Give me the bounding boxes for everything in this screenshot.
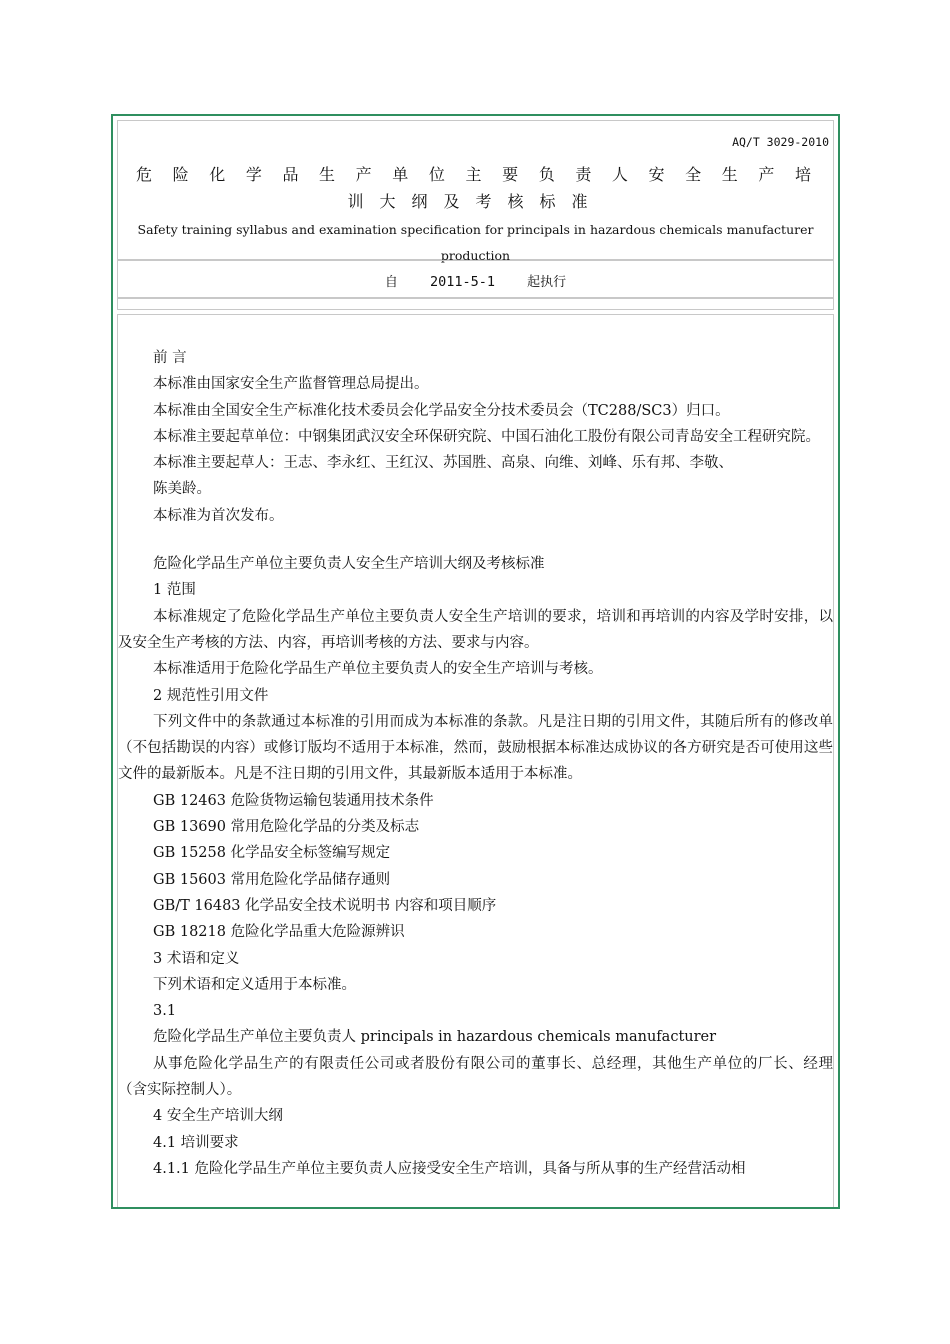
section-paragraph: 本标准适用于危险化学品生产单位主要负责人的安全生产培训与考核。 xyxy=(153,661,603,678)
exec-suffix: 起执行 xyxy=(527,275,567,290)
standard-number: AQ/T 3029-2010 xyxy=(732,135,829,149)
exec-date: 2011-5-1 xyxy=(429,274,496,290)
document-body xyxy=(118,345,833,1182)
section-heading: 1 范围 xyxy=(153,582,196,599)
foreword-paragraph: 本标准为首次发布。 xyxy=(153,507,284,524)
subsection-heading: 4.1 培训要求 xyxy=(153,1134,239,1151)
section-heading: 2 规范性引用文件 xyxy=(153,687,269,704)
section-heading: 3 术语和定义 xyxy=(153,950,240,967)
term-entry: 危险化学品生产单位主要负责人 principals in hazardous chemicals manufacturer xyxy=(153,1029,717,1046)
foreword-paragraph: 本标准由国家安全生产监督管理总局提出。 xyxy=(153,376,429,393)
term-definition: 从事危险化学品生产的有限责任公司或者股份有限公司的董事长、总经理，其他生产单位的厂长、经理（含实际控制人）。 xyxy=(118,1055,833,1099)
foreword-paragraph: 本标准由全国安全生产标准化技术委员会化学品安全分技术委员会（TC288/SC3）归口。 xyxy=(153,402,730,419)
foreword-paragraph: 本标准主要起草单位：中钢集团武汉安全环保研究院、中国石油化工股份有限公司青岛安全工程研究院。 xyxy=(153,428,820,445)
document-frame xyxy=(111,114,840,1209)
clause-paragraph: 4.1.1 危险化学品生产单位主要负责人应接受安全生产培训，具备与所从事的生产经营活动相 xyxy=(153,1160,746,1177)
title-chinese xyxy=(118,161,833,215)
document-title: 危险化学品生产单位主要负责人安全生产培训大纲及考核标准 xyxy=(153,556,545,573)
section-paragraph: 下列文件中的条款通过本标准的引用而成为本标准的条款。凡是注日期的引用文件，其随后所有的修改单（不包括勘误的内容）或修订版均不适用于本标准，然而，鼓励根据本标准达成协议的各方研究是否可使用这些文件的最新版本。凡是不注日期的引用文件，其最新版本适用于本标准。 xyxy=(118,713,833,783)
title-english: Safety training syllabus and examination specification for principals in hazardous chemicals manufacturer production xyxy=(137,222,814,263)
title-chinese-line1: 危险化学品生产单位主要负责人安全生产培 xyxy=(136,165,811,184)
execution-date xyxy=(118,271,833,290)
reference-item: GB 15603 常用危险化学品储存通则 xyxy=(153,871,391,888)
spacer xyxy=(118,529,833,551)
section-paragraph: 下列术语和定义适用于本标准。 xyxy=(153,976,356,993)
foreword-paragraph: 本标准主要起草人：王志、李永红、王红汉、苏国胜、高泉、向维、刘峰、乐有邦、李敬、 xyxy=(153,455,733,472)
content-cell xyxy=(117,314,834,1207)
reference-item: GB/T 16483 化学品安全技术说明书 内容和项目顺序 xyxy=(153,897,497,914)
empty-cell xyxy=(117,298,834,310)
reference-item: GB 12463 危险货物运输包装通用技术条件 xyxy=(153,792,434,809)
reference-item: GB 13690 常用危险化学品的分类及标志 xyxy=(153,819,420,836)
execution-date-cell xyxy=(117,260,834,298)
title-chinese-line2: 训大纲及考核标准 xyxy=(347,192,604,211)
section-paragraph: 本标准规定了危险化学品生产单位主要负责人安全生产培训的要求，培训和再培训的内容及学时安排，以及安全生产考核的方法、内容，再培训考核的方法、要求与内容。 xyxy=(118,608,833,651)
foreword-paragraph: 陈美龄。 xyxy=(153,481,211,498)
reference-item: GB 18218 危险化学品重大危险源辨识 xyxy=(153,924,405,941)
reference-item: GB 15258 化学品安全标签编写规定 xyxy=(153,845,391,862)
section-heading: 4 安全生产培训大纲 xyxy=(153,1108,283,1125)
exec-prefix: 自 xyxy=(384,275,398,290)
clause-number: 3.1 xyxy=(153,1003,177,1020)
foreword-title: 前 言 xyxy=(153,350,187,366)
title-cell xyxy=(117,120,834,263)
